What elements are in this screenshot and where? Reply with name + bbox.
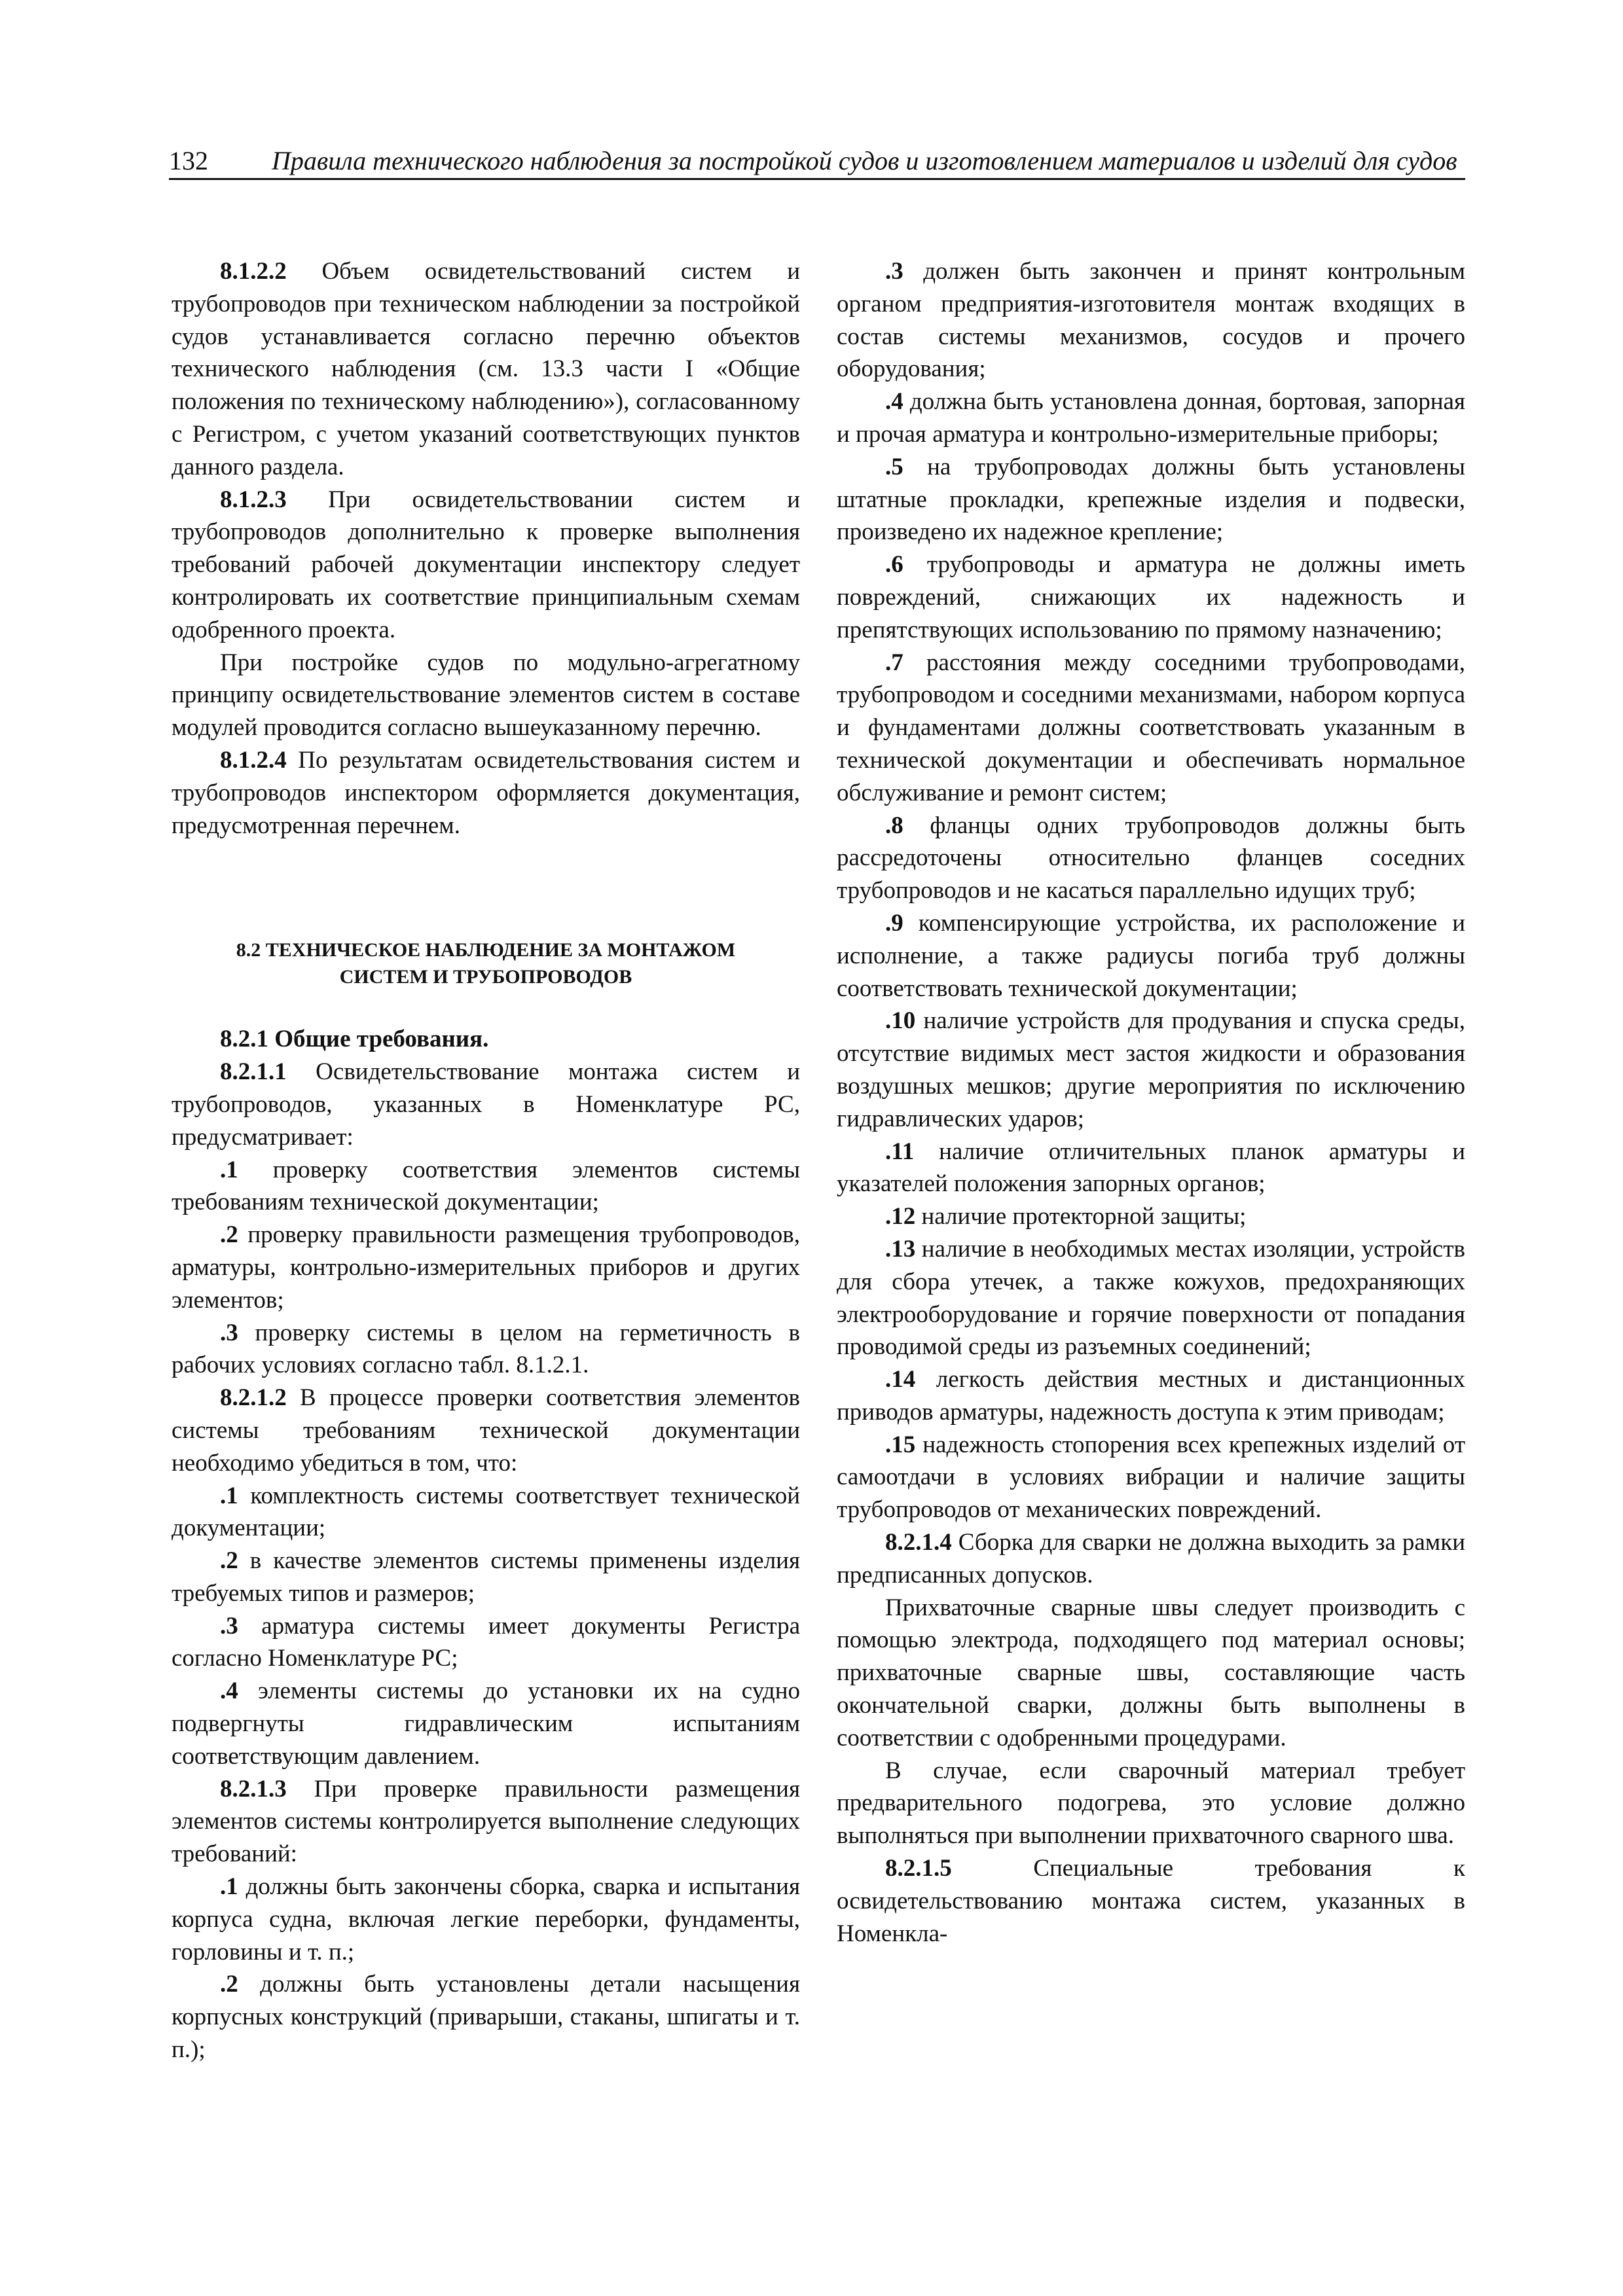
- item-number: .3: [220, 1319, 238, 1346]
- list-item: [172, 1545, 800, 1610]
- paragraph-text: Объем освидетельствований систем и трубопроводов при техническом наблюдении за постройкой судов устанавливается согласно перечню объектов технического наблюдения (см. 13.3 части I «Общие положения по техническому наблюдению»), согласованному с Регистром, с учетом указаний соответствующих пунктов данного раздела.: [172, 258, 800, 480]
- spacer: [172, 990, 800, 1023]
- paragraph-text: При проверке правильности размещения элементов системы контролируется выполнение следующих требований:: [172, 1775, 800, 1868]
- paragraph-text: должны быть закончены сборка, сварка и испытания корпуса судна, включая легкие переборки, фундаменты, горловины и т. п.;: [172, 1873, 800, 1965]
- item-number: .9: [885, 909, 903, 937]
- paragraph-text: трубопроводы и арматура не должны иметь повреждений, снижающих их надежность и препятствующих использованию по прямому назначению;: [837, 551, 1465, 643]
- paragraph-text: легкость действия местных и дистанционных приводов арматуры, надежность доступа к этим приводам;: [837, 1366, 1465, 1426]
- paragraph-text: В процессе проверки соответствия элементов системы требованиям технической документации необходимо убедиться в том, что:: [172, 1384, 800, 1477]
- paragraph-text: на трубопроводах должны быть установлены штатные прокладки, крепежные изделия и подвески, произведено их надежное крепление;: [837, 453, 1465, 546]
- paragraph-text: должна быть установлена донная, бортовая, запорная и прочая арматура и контрольно-измерительные приборы;: [837, 388, 1465, 448]
- left-column: [172, 255, 800, 2066]
- paragraph-text: элементы системы до установки их на судно подвергнуты гидравлическим испытаниям соответствующим давлением.: [172, 1677, 800, 1770]
- list-item: [837, 1136, 1465, 1201]
- list-item: [837, 1005, 1465, 1135]
- paragraph-text: должен быть закончен и принят контрольным органом предприятия-изготовителя монтаж входящих в состав системы механизмов, сосудов и прочего оборудования;: [837, 258, 1465, 383]
- paragraph-text: компенсирующие устройства, их расположение и исполнение, а также радиусы погиба труб должны соответствовать технической документации;: [837, 909, 1465, 1002]
- paragraph-text: расстояния между соседними трубопроводами, трубопроводом и соседними механизмами, набором корпуса и фундаментами должны соответствовать указанным в технической документации и обеспечивать нормальное обслуживание и ремонт систем;: [837, 649, 1465, 806]
- item-number: .5: [885, 453, 903, 480]
- list-item: [837, 548, 1465, 646]
- item-number: .8: [885, 812, 903, 839]
- item-number: .1: [220, 1156, 238, 1183]
- paragraph-text: Специальные требования к освидетельствованию монтажа систем, указанных в Номенкла-: [837, 1855, 1465, 1947]
- paragraph: [172, 484, 800, 647]
- paragraph: [837, 1852, 1465, 1950]
- clause-number: 8.1.2.3: [220, 486, 287, 513]
- clause-number: 8.2.1.4: [885, 1529, 952, 1556]
- list-item: [837, 1233, 1465, 1363]
- list-item: [837, 451, 1465, 548]
- item-number: .3: [220, 1612, 238, 1640]
- section-heading-line: СИСТЕМ И ТРУБОПРОВОДОВ: [339, 966, 632, 988]
- paragraph-text: При освидетельствовании систем и трубопроводов дополнительно к проверке выполнения требований рабочей документации инспектору следует контролировать их соответствие принципиальным схемам одобренного проекта.: [172, 486, 800, 643]
- item-number: .15: [885, 1431, 916, 1458]
- list-item: [837, 647, 1465, 810]
- list-item: [172, 1219, 800, 1316]
- item-number: .2: [220, 1221, 238, 1249]
- paragraph-text: наличие протекторной защиты;: [915, 1203, 1247, 1230]
- paragraph: [837, 1526, 1465, 1592]
- paragraph-text: Сборка для сварки не должна выходить за рамки предписанных допусков.: [837, 1529, 1465, 1588]
- item-number: .6: [885, 551, 903, 579]
- paragraph-text: проверку системы в целом на герметичность в рабочих условиях согласно табл. 8.1.2.1.: [172, 1319, 800, 1379]
- list-item: [837, 1363, 1465, 1429]
- paragraph-text: должны быть установлены детали насыщения корпусных конструкций (приварыши, стаканы, шпигаты и т. п.);: [172, 1971, 800, 2064]
- item-number: .3: [885, 258, 903, 285]
- paragraph-text: комплектность системы соответствует технической документации;: [172, 1482, 800, 1542]
- item-number: .14: [885, 1366, 916, 1393]
- spacer: [172, 842, 800, 937]
- paragraph-text: проверку соответствия элементов системы требованиям технической документации;: [172, 1156, 800, 1216]
- paragraph-text: При постройке судов по модульно-агрегатному принципу освидетельствование элементов систем в составе модулей проводится согласно вышеуказанному перечню.: [172, 649, 800, 742]
- paragraph: [172, 1773, 800, 1871]
- running-title: Правила технического наблюдения за постройкой судов и изготовлением материалов и изделий для судов: [272, 146, 1457, 175]
- paragraph: [172, 744, 800, 842]
- item-number: .1: [220, 1873, 238, 1901]
- clause-number: 8.1.2.2: [220, 258, 287, 285]
- right-column: [837, 255, 1465, 1950]
- paragraph-text: Прихваточные сварные швы следует производить с помощью электрода, подходящего под материал основы; прихваточные сварные швы, составляющие часть окончательной сварки, должны быть выполнены в соответствии с одобренными процедурами.: [837, 1594, 1465, 1751]
- paragraph-text: фланцы одних трубопроводов должны быть рассредоточены относительно фланцев соседних трубопроводов и не касаться параллельно идущих труб;: [837, 812, 1465, 905]
- paragraph: [172, 1056, 800, 1153]
- paragraph: [837, 1592, 1465, 1755]
- clause-number: 8.2.1.2: [220, 1384, 287, 1412]
- clause-number: 8.1.2.4: [220, 746, 287, 774]
- clause-number: 8.2.1.1: [220, 1058, 287, 1086]
- item-number: .11: [885, 1138, 915, 1165]
- paragraph: [172, 1382, 800, 1479]
- list-item: [837, 1429, 1465, 1526]
- section-heading-line: 8.2 ТЕХНИЧЕСКОЕ НАБЛЮДЕНИЕ ЗА МОНТАЖОМ: [236, 939, 736, 961]
- list-item: [837, 1200, 1465, 1233]
- paragraph-text: проверку правильности размещения трубопроводов, арматуры, контрольно-измерительных приборов и других элементов;: [172, 1221, 800, 1314]
- page-number: 132: [169, 146, 208, 175]
- list-item: [172, 1317, 800, 1382]
- item-number: .2: [220, 1971, 238, 1998]
- item-number: .4: [885, 388, 903, 416]
- clause-number: 8.2.1.5: [885, 1855, 952, 1882]
- list-item: [172, 1480, 800, 1545]
- item-number: .12: [885, 1203, 916, 1230]
- subsection-heading: 8.2.1 Общие требования.: [220, 1026, 489, 1053]
- paragraph: [172, 647, 800, 744]
- list-item: [172, 1154, 800, 1219]
- paragraph: [837, 1755, 1465, 1852]
- paragraph-text: наличие в необходимых местах изоляции, устройств для сбора утечек, а также кожухов, предохраняющих электрооборудование и горячие поверхности от попадания проводимой среды из разъемных соединений;: [837, 1235, 1465, 1361]
- paragraph-text: Освидетельствование монтажа систем и трубопроводов, указанных в Номенклатуре РС, предусматривает:: [172, 1058, 800, 1151]
- paragraph-text: надежность стопорения всех крепежных изделий от самоотдачи в условиях вибрации и наличие защиты трубопроводов от механических повреждений.: [837, 1431, 1465, 1524]
- list-item: [837, 386, 1465, 451]
- item-number: .4: [220, 1677, 238, 1705]
- item-number: .7: [885, 649, 903, 676]
- section-heading: [172, 937, 800, 990]
- item-number: .13: [885, 1235, 916, 1263]
- list-item: [172, 1871, 800, 1968]
- item-number: .1: [220, 1482, 238, 1509]
- paragraph-text: По результатам освидетельствования систем и трубопроводов инспектором оформляется документация, предусмотренная перечнем.: [172, 746, 800, 839]
- clause-number: 8.2.1.3: [220, 1775, 287, 1803]
- list-item: [172, 1610, 800, 1676]
- list-item: [172, 1968, 800, 2066]
- paragraph-text: наличие отличительных планок арматуры и указателей положения запорных органов;: [837, 1138, 1465, 1198]
- item-number: .2: [220, 1547, 238, 1575]
- paragraph-text: в качестве элементов системы применены изделия требуемых типов и размеров;: [172, 1547, 800, 1607]
- paragraph-text: наличие устройств для продувания и спуска среды, отсутствие видимых мест застоя жидкости и образования воздушных мешков; другие мероприятия по исключению гидравлических ударов;: [837, 1007, 1465, 1132]
- list-item: [837, 907, 1465, 1005]
- paragraph: [172, 255, 800, 484]
- paragraph-text: В случае, если сварочный материал требует предварительного подогрева, это условие должно выполняться при выполнении прихваточного сварного шва.: [837, 1757, 1465, 1850]
- list-item: [837, 810, 1465, 907]
- item-number: .10: [885, 1007, 916, 1035]
- paragraph-text: арматура системы имеет документы Регистра согласно Номенклатуре РС;: [172, 1612, 800, 1672]
- page-header: [169, 139, 1465, 180]
- list-item: [172, 1675, 800, 1772]
- list-item: [837, 255, 1465, 386]
